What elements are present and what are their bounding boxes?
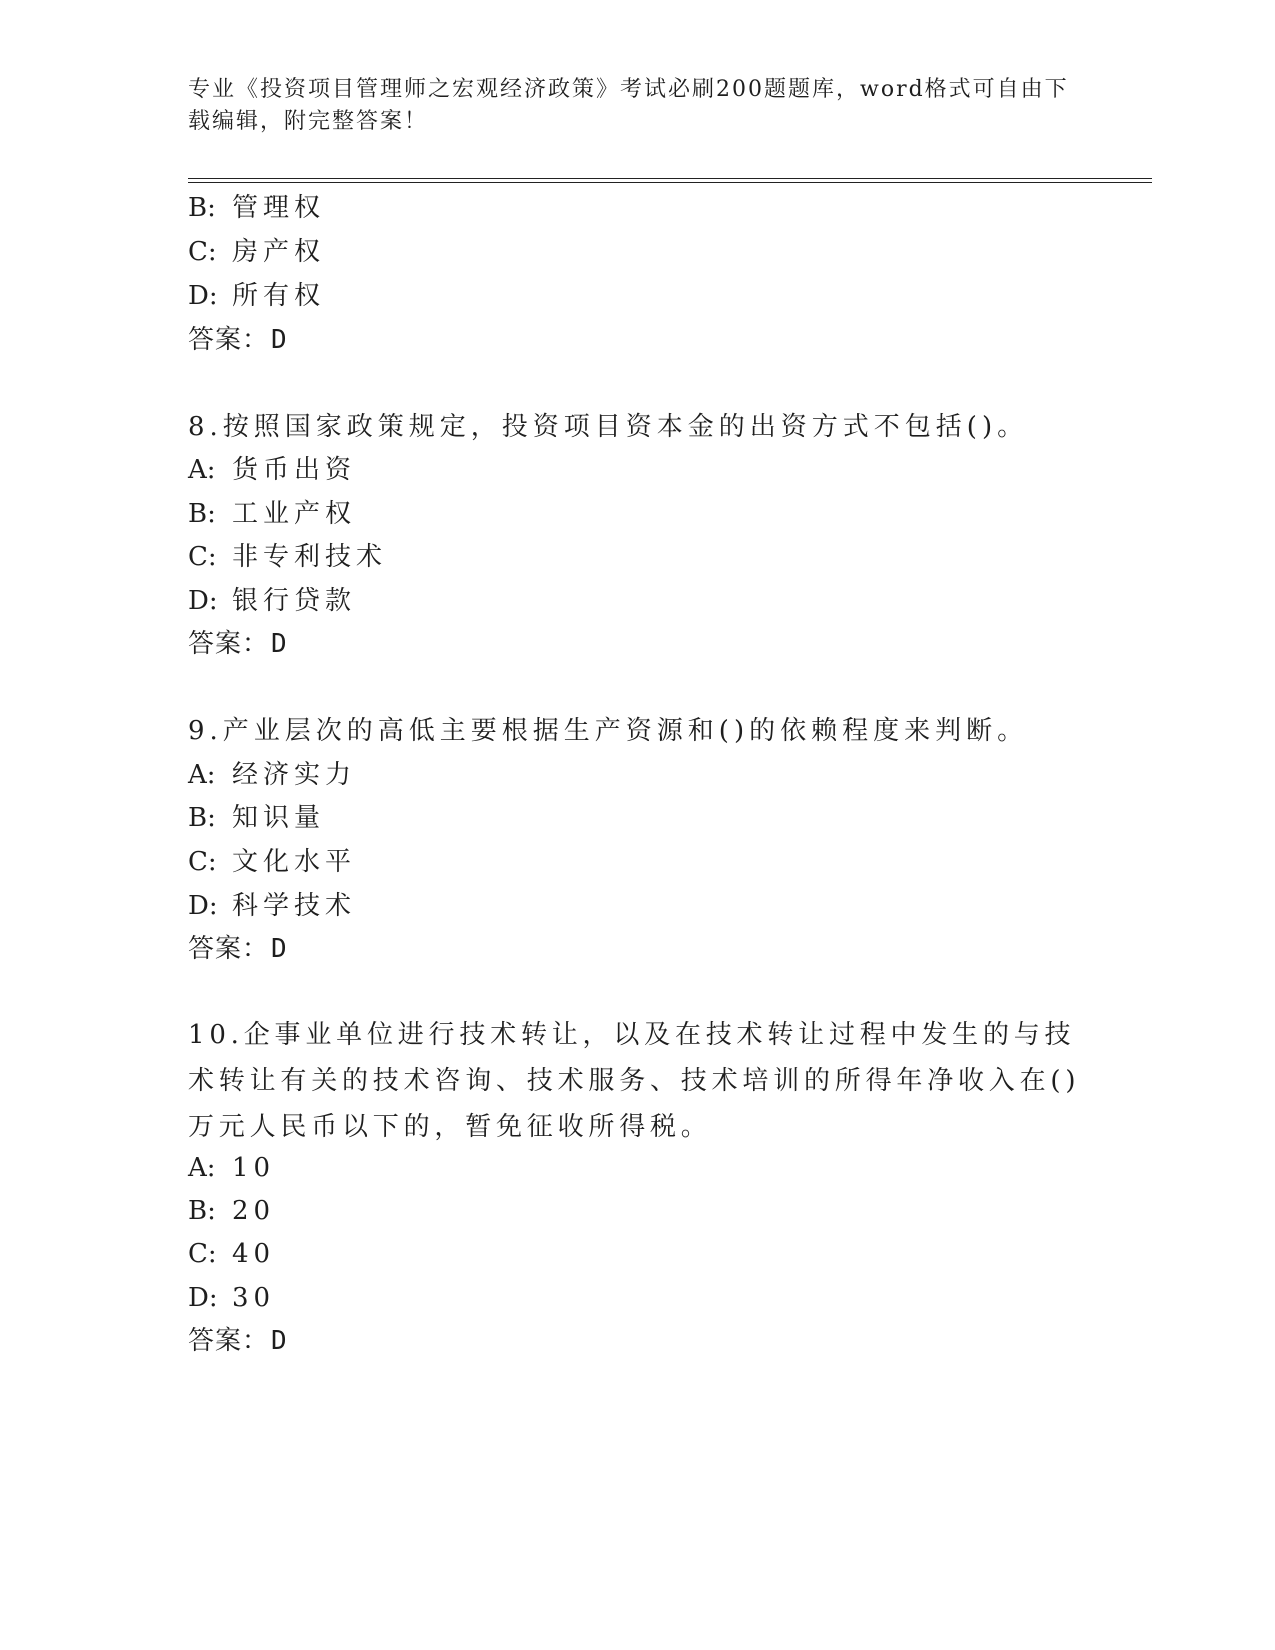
answer-label: 答案： [188, 934, 270, 964]
header-divider-top [188, 178, 1152, 179]
option-key: A: [188, 455, 216, 485]
option-text: 知识量 [232, 803, 326, 833]
option-key: D: [188, 586, 218, 616]
option-key: B: [188, 803, 216, 833]
option-text: 非专利技术 [232, 542, 388, 572]
question-8: 8.按照国家政策规定，投资项目资本金的出资方式不包括()。 [188, 412, 1029, 442]
option-text: 房产权 [232, 237, 326, 267]
option-key: A: [188, 760, 216, 790]
answer-label: 答案： [188, 1326, 270, 1356]
option-key: A: [188, 1153, 216, 1183]
answer-value: D [271, 934, 288, 964]
option-b [188, 1196, 275, 1226]
header-divider-bottom [188, 182, 1152, 183]
option-b [188, 803, 325, 833]
option-text: 科学技术 [232, 891, 357, 921]
option-text: 40 [232, 1239, 276, 1269]
option-key: C: [188, 847, 217, 877]
option-c [188, 847, 356, 877]
option-c [188, 542, 387, 572]
option-text: 文化水平 [232, 847, 357, 877]
answer-line [188, 325, 288, 355]
option-text: 所有权 [232, 281, 326, 311]
option-key: D: [188, 1283, 218, 1313]
document-header: 专业《投资项目管理师之宏观经济政策》考试必刷200题题库，word格式可自由下载编辑，附完整答案！ [188, 77, 1069, 134]
question-9: 9.产业层次的高低主要根据生产资源和()的依赖程度来判断。 [188, 716, 1029, 746]
option-b [188, 193, 325, 223]
answer-value: D [271, 1326, 288, 1356]
option-key: C: [188, 237, 217, 267]
option-c [188, 1239, 275, 1269]
option-key: B: [188, 1196, 216, 1226]
option-d [188, 586, 356, 616]
answer-value: D [271, 629, 288, 659]
option-text: 20 [232, 1196, 276, 1226]
answer-value: D [271, 325, 288, 355]
option-d [188, 1283, 275, 1313]
option-key: C: [188, 542, 217, 572]
answer-label: 答案： [188, 325, 270, 355]
option-key: C: [188, 1239, 217, 1269]
option-d [188, 891, 356, 921]
option-text: 经济实力 [232, 760, 357, 790]
option-d [188, 281, 325, 311]
option-text: 管理权 [232, 193, 326, 223]
option-c [188, 237, 325, 267]
answer-line [188, 629, 288, 659]
option-text: 货币出资 [232, 455, 357, 485]
option-text: 10 [232, 1153, 276, 1183]
option-key: D: [188, 891, 218, 921]
option-key: B: [188, 193, 216, 223]
answer-line [188, 934, 288, 964]
option-text: 工业产权 [232, 499, 357, 529]
option-key: B: [188, 499, 216, 529]
option-text: 银行贷款 [232, 586, 357, 616]
question-10: 10.企事业单位进行技术转让，以及在技术转让过程中发生的与技术转让有关的技术咨询、技术服务、技术培训的所得年净收入在()万元人民币以下的，暂免征收所得税。 [188, 1020, 1081, 1142]
option-key: D: [188, 281, 218, 311]
answer-line [188, 1326, 288, 1356]
option-a [188, 1153, 275, 1183]
option-b [188, 499, 356, 529]
option-text: 30 [232, 1283, 276, 1313]
option-a [188, 760, 356, 790]
answer-label: 答案： [188, 629, 270, 659]
option-a [188, 455, 356, 485]
